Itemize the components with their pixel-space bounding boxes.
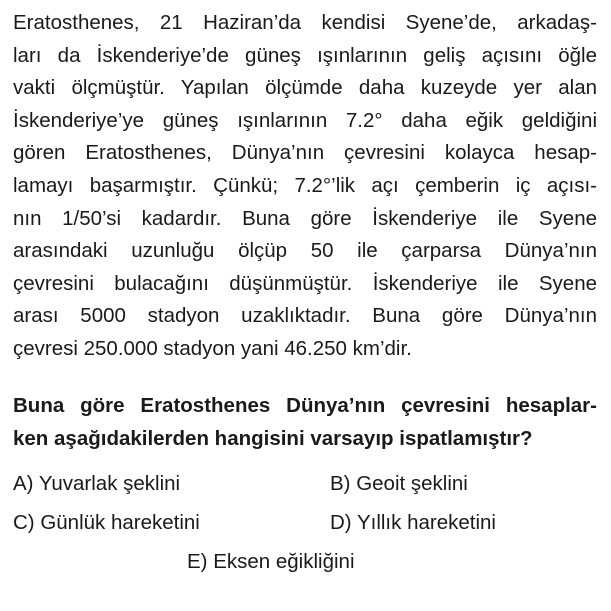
passage-line: İskenderiye’ye güneş ışınlarının 7.2° daha eğik geldiğini [13, 108, 597, 132]
option-c[interactable]: C) Günlük hareketini [13, 511, 200, 534]
passage-line: Eratosthenes, 21 Haziran’da kendisi Syene’de, arkadaş- [13, 11, 597, 34]
passage-text [13, 7, 597, 366]
passage-line: gören Eratosthenes, Dünya’nın çevresini kolayca hesap- [13, 141, 597, 165]
passage-line: arası 5000 stadyon uzaklıktadır. Buna göre Dünya’nın [13, 304, 597, 328]
passage-line: lamayı başarmıştır. Çünkü; 7.2°’lik açı çemberin iç açısı- [13, 173, 597, 197]
question-line: ken aşağıdakilerden hangisini varsayıp ispatlamıştır? [13, 426, 533, 450]
passage-line: nın 1/50’si kadardır. Buna göre İskenderiye ile Syene [13, 206, 597, 230]
passage-line: çevresi 250.000 stadyon yani 46.250 km’dir. [13, 336, 412, 360]
passage-line: arasındaki uzunluğu ölçüp 50 ile çarparsa Dünya’nın [13, 239, 597, 263]
passage-line: ları da İskenderiye’de güneş ışınlarının geliş açısını öğle [13, 43, 597, 67]
question-stem [13, 390, 597, 455]
option-b[interactable]: B) Geoit şeklini [330, 472, 468, 495]
option-e[interactable]: E) Eksen eğikliğini [187, 550, 355, 573]
option-a[interactable]: A) Yuvarlak şeklini [13, 472, 181, 495]
option-d[interactable]: D) Yıllık hareketini [330, 511, 496, 534]
passage-line: vakti ölçmüştür. Yapılan ölçümde daha kuzeyde yer alan [13, 76, 597, 100]
question-line: Buna göre Eratosthenes Dünya’nın çevresini hesaplar- [13, 394, 597, 417]
passage-line: çevresini bulacağını düşünmüştür. İskenderiye ile Syene [13, 271, 597, 295]
